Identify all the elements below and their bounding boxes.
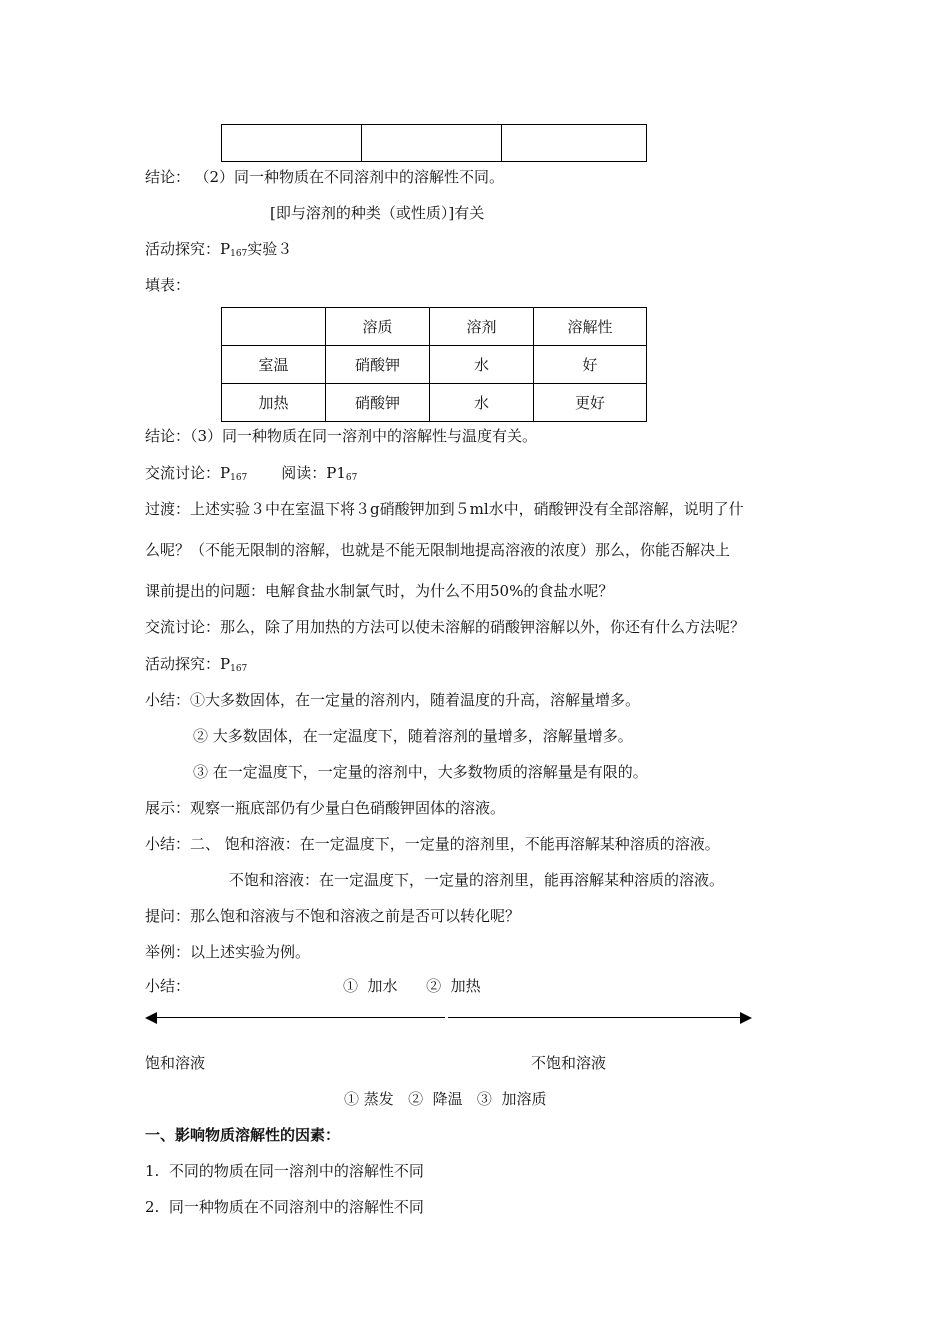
factor-item-2: 2. 同一种物质在不同溶剂中的溶解性不同	[145, 1198, 424, 1216]
unsaturated-solution-node: 不饱和溶液	[531, 1054, 607, 1072]
table-cell: 加热	[222, 384, 326, 422]
arrow-right-head	[740, 1012, 752, 1024]
table-cell: 更好	[534, 384, 647, 422]
example-text: 举例：以上述实验为例。	[145, 943, 311, 961]
top-partial-table	[221, 124, 647, 162]
table-header-row	[222, 308, 647, 346]
table-header-cell: 溶解性	[534, 308, 647, 346]
arrow-gap	[445, 1014, 448, 1021]
activity-3-suffix: 实验３	[247, 240, 293, 258]
transition-line-2: 么呢？（不能无限制的溶解，也就是不能无限制地提高溶液的浓度）那么，你能否解决上	[145, 541, 731, 559]
conclusion-2-text: （2）同一种物质在不同溶剂中的溶解性不同。	[202, 168, 505, 186]
transition-line-3: 课前提出的问题：电解食盐水制氯气时，为什么不用50%的食盐水呢？	[145, 582, 614, 600]
summary-1-line-2: ② 大多数固体，在一定温度下，随着溶剂的量增多，溶解量增多。	[193, 727, 633, 745]
factors-heading: 一、影响物质溶解性的因素：	[145, 1126, 341, 1144]
conversion-summary-label: 小结：	[145, 977, 191, 995]
saturated-solution-node: 饱和溶液	[145, 1054, 206, 1072]
conclusion-2	[145, 167, 504, 187]
summary-2-line-1: 小结：二、 饱和溶液：在一定温度下，一定量的溶剂里，不能再溶解某种溶质的溶液。	[145, 835, 720, 853]
read-prefix: 阅读：P1	[281, 464, 346, 482]
conclusion-3	[145, 426, 537, 446]
table-row	[222, 125, 647, 162]
conclusion-2-note: [即与溶剂的种类（或性质）]有关	[270, 204, 485, 222]
discussion-page: 167	[230, 473, 248, 483]
factor-item-1: 1. 不同的物质在同一溶剂中的溶解性不同	[145, 1162, 424, 1180]
discussion-2: 交流讨论：那么，除了用加热的方法可以使未溶解的硝酸钾溶解以外，你还有什么方法呢？	[145, 618, 746, 636]
fill-table-label: 填表：	[145, 276, 191, 294]
conclusion-3-text: （3）同一种物质在同一溶剂中的溶解性与温度有关。	[190, 427, 538, 445]
read-page: 67	[345, 473, 358, 483]
conclusion-3-label: 结论：	[145, 427, 191, 445]
discussion-read	[145, 463, 357, 488]
solubility-table	[221, 307, 647, 422]
activity-experiment-3	[145, 239, 292, 264]
table-cell: 硝酸钾	[326, 384, 430, 422]
summary-2-line-2: 不饱和溶液：在一定温度下，一定量的溶剂里，能再溶解某种溶质的溶液。	[229, 871, 725, 889]
discussion-prefix: 交流讨论：P	[145, 464, 231, 482]
table-cell: 好	[534, 346, 647, 384]
activity-4-prefix: 活动探究：P	[145, 655, 231, 673]
question-text: 提问：那么饱和溶液与不饱和溶液之前是否可以转化呢？	[145, 907, 521, 925]
arrow-left-head	[145, 1012, 157, 1024]
table-cell	[362, 125, 502, 162]
activity-3-page: 167	[230, 249, 248, 259]
conversion-top-methods: ① 加水 ② 加热	[343, 977, 481, 995]
table-row	[222, 346, 647, 384]
conclusion-2-label: 结论：	[145, 168, 191, 186]
conversion-bottom-methods: ① 蒸发 ② 降温 ③ 加溶质	[344, 1090, 547, 1108]
activity-4-page: 167	[230, 664, 248, 674]
table-header-cell	[222, 308, 326, 346]
show-text: 展示：观察一瓶底部仍有少量白色硝酸钾固体的溶液。	[145, 799, 506, 817]
table-row	[222, 384, 647, 422]
table-cell	[222, 125, 362, 162]
table-cell: 水	[430, 346, 534, 384]
summary-1-line-3: ③ 在一定温度下，一定量的溶剂中，大多数物质的溶解量是有限的。	[193, 763, 648, 781]
table-cell	[502, 125, 647, 162]
table-cell: 水	[430, 384, 534, 422]
table-header-cell: 溶剂	[430, 308, 534, 346]
table-header-cell: 溶质	[326, 308, 430, 346]
table-cell: 硝酸钾	[326, 346, 430, 384]
table-cell: 室温	[222, 346, 326, 384]
activity-3-prefix: 活动探究：P	[145, 240, 231, 258]
transition-line-1: 过渡：上述实验３中在室温下将３g硝酸钾加到５ml水中，硝酸钾没有全部溶解，说明了什	[145, 500, 744, 518]
activity-explore	[145, 654, 247, 679]
summary-1-line-1: 小结：①大多数固体，在一定量的溶剂内，随着温度的升高，溶解量增多。	[145, 691, 641, 709]
